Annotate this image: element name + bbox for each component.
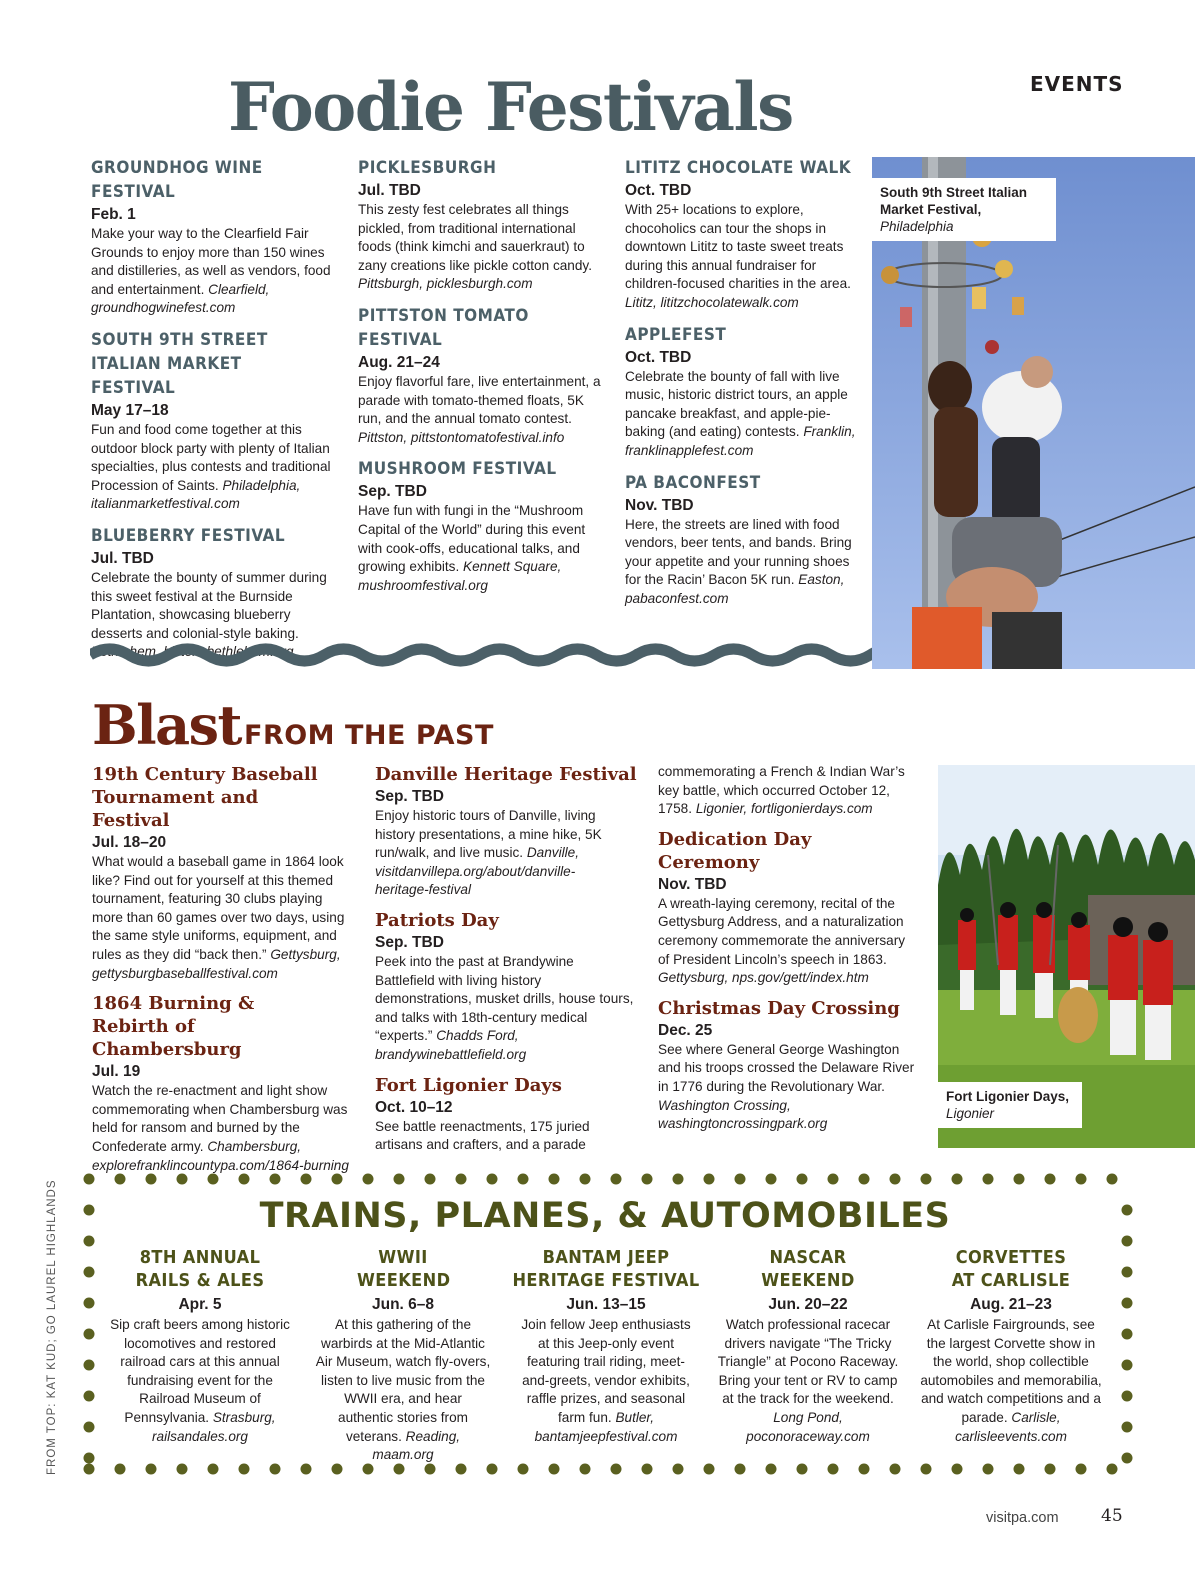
entry-date: Jul. 19 [92, 1063, 141, 1081]
foodie-entry [625, 471, 865, 609]
entry-date: Oct. TBD [625, 348, 692, 366]
entry-description: See battle reenactments, 175 juried artisans and crafters, and a parade [375, 1118, 590, 1153]
entry-info: Philadelphia, italianmarketfestival.com [91, 477, 301, 512]
entry-description: At Carlisle Fairgrounds, see the largest Corvette show in the world, shop collectible automobiles and memorabilia, and watch competitions and a parade. [920, 1317, 1102, 1425]
entry-title: 19th Century Baseball Tournament and Festival [92, 764, 318, 831]
entry-description: Enjoy flavorful fare, live entertainment, a parade with tomato-themed floats, 5K run, and the annual tomato contest. [358, 373, 601, 427]
entry-date: Nov. TBD [625, 496, 694, 514]
transport-entry [510, 1246, 702, 1446]
entry-date: Jun. 20–22 [768, 1296, 848, 1313]
entry-title: BANTAM JEEP HERITAGE FESTIVAL [512, 1247, 700, 1291]
foodie-entry [358, 457, 603, 595]
entry-date: Oct. 10–12 [375, 1098, 453, 1116]
entry-title: PITTSTON TOMATO FESTIVAL [358, 305, 529, 350]
entry-description: At this gathering of the warbirds at the Mid-Atlantic Air Museum, watch fly-overs, listen to live music from the WWII era, and hear authentic stories from veterans. [315, 1317, 491, 1444]
caption-name: South 9th Street Italian Market Festival, [880, 185, 1028, 217]
entry-date: Sep. TBD [375, 788, 444, 805]
entry-description: commemorating a French & Indian War’s key battle, which occurred October 12, 1758. [658, 764, 905, 817]
entry-title: 1864 Burning & Rebirth of Chambersburg [92, 993, 255, 1061]
foodie-column-3 [625, 156, 865, 619]
entry-info: Easton, pabaconfest.com [625, 572, 845, 606]
foodie-column-1 [91, 156, 343, 672]
entry-description: With 25+ locations to explore, chocoholics can tour the shops in downtown Lititz to taste sweet treats during this annual fundraiser for children-focused charities in the area. [625, 202, 851, 292]
entry-date: May 17–18 [91, 401, 169, 419]
entry-date: Jul. 18–20 [92, 834, 167, 851]
caption-name: Fort Ligonier Days, [946, 1089, 1070, 1104]
foodie-entry [91, 156, 343, 318]
transport-entry [307, 1246, 499, 1465]
entry-date: Jun. 13–15 [566, 1296, 646, 1313]
blast-entry [375, 763, 643, 900]
entry-info: Gettysburg, nps.gov/gett/index.htm [658, 970, 869, 986]
entry-description: Sip craft beers among historic locomotives and restored railroad cars at this annual fundraising event for the Railroad Museum of Pennsylvania. [110, 1317, 290, 1425]
entry-info: Butler, bantamjeepfestival.com [534, 1409, 678, 1444]
entry-date: Sep. TBD [375, 933, 444, 951]
transport-entry [712, 1246, 904, 1446]
entry-date: Aug. 21–24 [358, 353, 440, 371]
entry-date: Oct. TBD [625, 182, 692, 199]
entry-info: Strasburg, railsandales.org [152, 1409, 276, 1444]
entry-description: This zesty fest celebrates all things pickled, from traditional international foods (think kimchi and sauerkraut) to zany creations like pickle cotton candy. [358, 202, 592, 273]
caption-place: Philadelphia [880, 219, 954, 234]
blast-entry [92, 763, 354, 983]
entry-description: Fun and food come together at this outdoor block party with plenty of Italian specialties, plus contests and traditional Procession of Saints. [91, 421, 331, 493]
blast-entry [375, 909, 643, 1065]
entry-date: Aug. 21–23 [970, 1296, 1052, 1313]
entry-title: APPLEFEST [625, 324, 727, 345]
entry-info: Carlisle, carlisleevents.com [955, 1409, 1067, 1444]
entry-date: Nov. TBD [658, 875, 727, 893]
entry-info: Pittston, pittstontomatofestival.info [358, 429, 565, 445]
entry-date: Jun. 6–8 [371, 1296, 435, 1313]
entry-title: PICKLESBURGH [358, 158, 497, 178]
entry-description: Celebrate the bounty of summer during this sweet festival at the Burnside Plantation, showcasing blueberry desserts and colonial-style baking. [91, 569, 327, 641]
entry-description: Watch the re-enactment and light show commemorating when Chambersburg was held for ransom and burned by the Confederate army. [92, 1083, 348, 1154]
entry-description: Here, the streets are lined with food vendors, beer tents, and bands. Bring your appetite and your running shoes for the Racin’ Bacon 5K run. [625, 516, 852, 588]
entry-description: Enjoy historic tours of Danville, living history presentations, a mine hike, 5K run/walk, and live music. [375, 808, 602, 861]
entry-title: Danville Heritage Festival [375, 764, 637, 785]
entry-title: NASCAR WEEKEND [761, 1247, 855, 1291]
blast-entry [658, 997, 918, 1134]
foodie-column-2 [358, 156, 603, 605]
entry-description: Celebrate the bounty of fall with live music, historic district tours, an apple pancake breakfast, and apple-pie-baking (and eating) contests. [625, 368, 848, 440]
foodie-entry [625, 156, 865, 313]
entry-title: WWII WEEKEND [357, 1247, 451, 1291]
entry-title: Patriots Day [375, 909, 499, 931]
entry-title: LITITZ CHOCOLATE WALK [625, 158, 852, 178]
transport-section-title: TRAINS, PLANES, & AUTOMOBILES [259, 1196, 951, 1236]
entry-description: A wreath-laying ceremony, recital of the Gettysburg Address, and a naturalization ceremony commemorate the anniversary of President Lincoln’s speech in 1863. [658, 895, 906, 967]
photo-caption [938, 1082, 1082, 1128]
entry-date: Feb. 1 [91, 206, 136, 223]
entry-info: Chambersburg, explorefranklincountypa.com/1864-burning [92, 1138, 349, 1173]
entry-description: Have fun with fungi in the “Mushroom Capital of the World” during this event with cook-offs, educational talks, and growing exhibits. [358, 503, 586, 575]
entry-title: MUSHROOM FESTIVAL [358, 459, 557, 480]
entry-description: What would a baseball game in 1864 look like? Find out for yourself at this themed tournament, featuring 30 clubs playing more than 60 games over two days, using the same style uniforms, equipment, and rules as they did “back then.” [92, 854, 345, 962]
entry-info: Long Pond, poconoraceway.com [746, 1409, 870, 1444]
entry-description: See where General George Washington and his troops crossed the Delaware River in 1776 during the Revolutionary War. [658, 1041, 915, 1094]
entry-date: Sep. TBD [358, 483, 427, 501]
blast-entry [375, 1074, 643, 1155]
entry-title: Fort Ligonier Days [375, 1074, 562, 1096]
entry-info: Reading, maam.org [372, 1428, 461, 1463]
wave-divider [90, 638, 872, 672]
entry-description: Peek into the past at Brandywine Battlefield with living history demonstrations, musket drills, house tours, and talks with 18th-century medical “experts.” [375, 953, 634, 1044]
entry-title: SOUTH 9TH STREET ITALIAN MARKET FESTIVAL [91, 329, 268, 398]
foodie-entry [358, 304, 603, 447]
entry-title: GROUNDHOG WINE FESTIVAL [91, 158, 263, 202]
entry-info: Chadds Ford, brandywinebattlefield.org [375, 1028, 527, 1062]
entry-date: Apr. 5 [178, 1296, 222, 1313]
page-number: 45 [1101, 1506, 1123, 1526]
entry-description: Join fellow Jeep enthusiasts at this Jeep-only event featuring trail riding, meet-and-greets, vendor exhibits, raffle prizes, and seasonal farm fun. [521, 1317, 691, 1425]
entry-info: Pittsburgh, picklesburgh.com [358, 276, 533, 292]
entry-info: Gettysburg, gettysburgbaseballfestival.com [92, 946, 341, 981]
blast-column-1 [92, 763, 354, 1184]
blast-column-3 [658, 763, 918, 1143]
foodie-entry [625, 323, 865, 461]
entry-title: PA BACONFEST [625, 472, 761, 493]
section-label: EVENTS [1030, 72, 1124, 96]
foodie-entry [91, 328, 343, 514]
entry-info: Ligonier, fortligonierdays.com [695, 801, 873, 817]
entry-title: Christmas Day Crossing [658, 997, 900, 1019]
footer-url[interactable]: visitpa.com [986, 1510, 1059, 1526]
entry-info: Bethlehem, historicbethlehem.org [91, 644, 294, 660]
blast-title: Blast [92, 693, 241, 757]
foodie-festivals-title: Foodie Festivals [228, 68, 793, 146]
photo-credit: FROM TOP: KAT KUD; GO LAUREL HIGHLANDS [46, 1179, 58, 1475]
entry-description: Make your way to the Clearfield Fair Grounds to enjoy more than 150 wines and distilleries, as well as vendors, food and entertainment. [91, 226, 331, 297]
entry-info: Lititz, lititzchocolatewalk.com [625, 294, 799, 310]
transport-entry [104, 1246, 296, 1446]
blast-entry [658, 828, 918, 988]
blast-subtitle: FROM THE PAST [244, 720, 494, 751]
entry-title: 8TH ANNUAL RAILS & ALES [135, 1247, 265, 1291]
blast-entry [92, 992, 354, 1175]
caption-place: Ligonier [946, 1106, 995, 1121]
entry-date: Jul. TBD [358, 182, 421, 199]
blast-column-2 [375, 763, 643, 1164]
photo-caption [872, 178, 1056, 241]
entry-description: Watch professional racecar drivers navigate “The Tricky Triangle” at Pocono Raceway. Bring your tent or RV to camp at the track for the weekend. [717, 1317, 899, 1407]
entry-date: Jul. TBD [91, 549, 154, 567]
entry-title: CORVETTES AT CARLISLE [951, 1247, 1071, 1291]
entry-date: Dec. 25 [658, 1021, 713, 1039]
blast-entry-continued [658, 763, 918, 819]
entry-info: Danville, visitdanvillepa.org/about/danville-heritage-festival [375, 845, 579, 898]
transport-entry [915, 1246, 1107, 1446]
entry-info: Washington Crossing, washingtoncrossingpark.org [658, 1097, 828, 1132]
entry-title: Dedication Day Ceremony [658, 828, 812, 873]
entry-title: BLUEBERRY FESTIVAL [91, 525, 286, 546]
foodie-entry [358, 156, 603, 294]
entry-info: Clearfield, groundhogwinefest.com [91, 281, 270, 316]
entry-info: Franklin, franklinapplefest.com [625, 424, 856, 458]
entry-info: Kennett Square, mushroomfestival.org [358, 559, 562, 593]
